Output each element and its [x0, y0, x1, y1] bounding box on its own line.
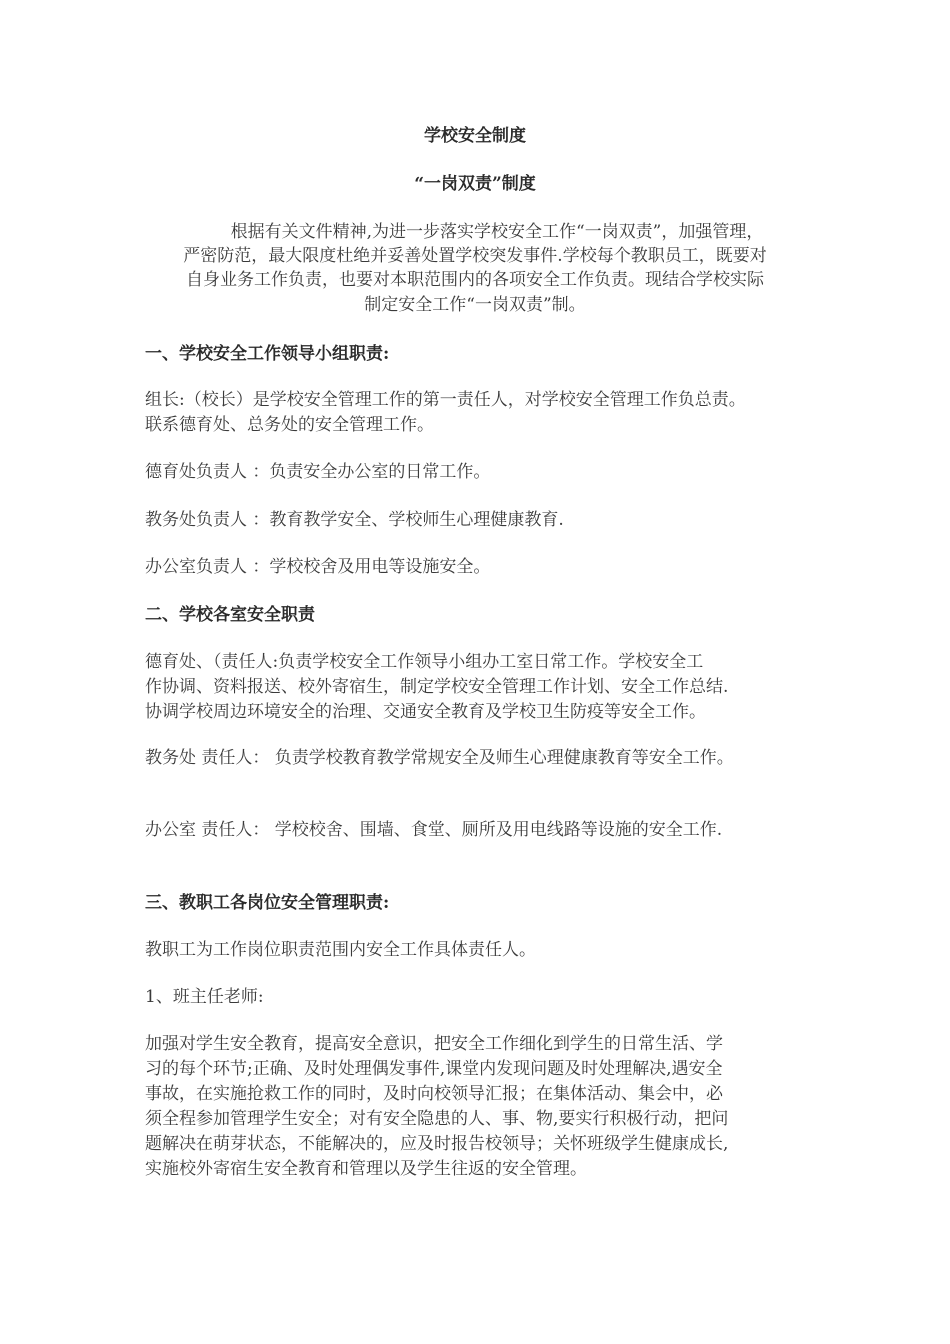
section1-heading: 一、学校安全工作领导小组职责:: [145, 344, 390, 364]
deyu-line: 德育处、（责任人:负责学校安全工作领导小组办工室日常工作。学校安全工: [145, 652, 704, 672]
sub1-heading: 1、班主任老师:: [145, 987, 264, 1007]
intro-line: 自身业务工作负责，也要对本职范围内的各项安全工作负责。现结合学校实际: [186, 270, 764, 290]
doc-title: 学校安全制度: [424, 126, 526, 146]
jiaowu-line: 教务处 责任人： 负责学校教育教学常规安全及师生心理健康教育等安全工作。: [145, 748, 734, 768]
sub1-line: 须全程参加管理学生安全；对有安全隐患的人、事、物,要实行积极行动，把问: [145, 1109, 729, 1129]
sub1-line: 加强对学生安全教育，提高安全意识，把安全工作细化到学生的日常生活、学: [145, 1034, 723, 1054]
intro-line: 根据有关文件精神,为进一步落实学校安全工作“一岗双责”，加强管理，: [230, 222, 764, 242]
deyu-line: 协调学校周边环境安全的治理、交通安全教育及学校卫生防疫等安全工作。: [145, 702, 706, 722]
responsibility-item: 办公室负责人 ：学校校舍及用电等设施安全。: [145, 557, 491, 577]
intro-line: 制定安全工作“一岗双责”制。: [364, 295, 586, 315]
leader-line: 组长:（校长）是学校安全管理工作的第一责任人，对学校安全管理工作负总责。: [145, 390, 746, 410]
responsibility-item: 德育处负责人 ：负责安全办公室的日常工作。: [145, 462, 491, 482]
sub1-line: 习的每个环节;正确、及时处理偶发事件,课堂内发现问题及时处理解决,遇安全: [145, 1059, 723, 1079]
deyu-line: 作协调、资料报送、校外寄宿生，制定学校安全管理工作计划、安全工作总结.: [145, 677, 729, 697]
section3-heading: 三、教职工各岗位安全管理职责:: [145, 893, 390, 913]
section2-heading: 二、学校各室安全职责: [145, 605, 315, 625]
leader-line: 联系德育处、总务处的安全管理工作。: [145, 415, 434, 435]
sub1-line: 实施校外寄宿生安全教育和管理以及学生往返的安全管理。: [145, 1159, 587, 1179]
responsibility-item: 教务处负责人 ：教育教学安全、学校师生心理健康教育.: [145, 510, 564, 530]
sub1-line: 事故，在实施抢救工作的同时，及时向校领导汇报；在集体活动、集会中，必: [145, 1084, 723, 1104]
doc-subtitle: “一岗双责”制度: [414, 174, 536, 194]
intro-line: 严密防范，最大限度杜绝并妥善处置学校突发事件.学校每个教职员工，既要对: [183, 246, 767, 266]
sub1-line: 题解决在萌芽状态，不能解决的，应及时报告校领导；关怀班级学生健康成长,: [145, 1134, 729, 1154]
section3-intro: 教职工为工作岗位职责范围内安全工作具体责任人。: [145, 940, 536, 960]
bangong-line: 办公室 责任人： 学校校舍、围墙、食堂、厕所及用电线路等设施的安全工作.: [145, 820, 723, 840]
